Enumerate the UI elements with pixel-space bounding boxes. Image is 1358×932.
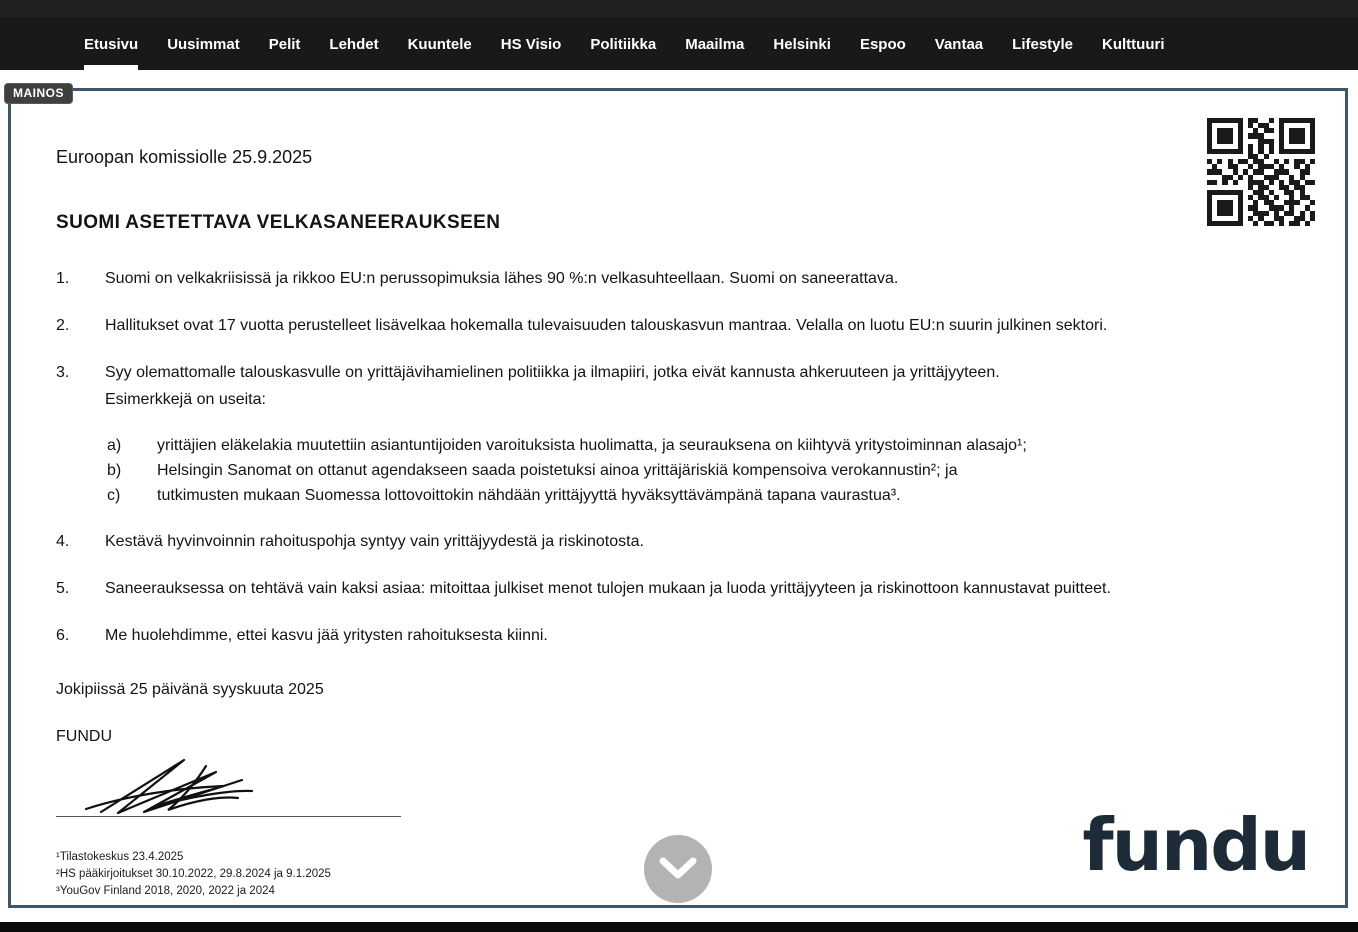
sub-list — [107, 433, 1305, 508]
nav-item-lifestyle[interactable] — [1012, 18, 1073, 70]
nav-item-label: Etusivu — [84, 35, 139, 53]
signature — [56, 754, 401, 816]
place-and-date: Jokipiissä 25 päivänä syyskuuta 2025 — [56, 681, 324, 698]
list-item — [56, 528, 1305, 555]
list-item-number: 5. — [56, 580, 70, 597]
list-item — [56, 622, 1305, 649]
nav-item-etusivu[interactable] — [84, 18, 138, 70]
ad-label-badge: MAINOS — [4, 83, 73, 104]
sub-item-text: tutkimusten mukaan Suomessa lottovoittokin nähdään yrittäjyyttä hyväksyttävämpänä tapana vaurastua³. — [157, 487, 901, 504]
list-item-line1: Syy olemattomalle talouskasvulle on yrittäjävihamielinen politiikka ja ilmapiiri, jotka eivät kannusta ahkeruuteen ja yrittäjyyteen. — [105, 364, 1000, 381]
list-item — [56, 265, 1305, 292]
list-item-number: 4. — [56, 533, 70, 550]
list-item-text — [105, 359, 1305, 413]
signer-name: FUNDU — [56, 728, 112, 745]
signature-block — [56, 754, 401, 817]
nav-item-politiikka[interactable] — [590, 18, 656, 70]
nav-item-uusimmat[interactable] — [167, 18, 240, 70]
nav-item-kulttuuri[interactable] — [1102, 18, 1164, 70]
ad-content — [11, 91, 1345, 905]
active-tab-underline — [84, 65, 138, 70]
footnote: ¹Tilastokeskus 23.4.2025 — [56, 851, 184, 863]
list-item — [56, 312, 1305, 339]
nav-item-espoo[interactable] — [860, 18, 906, 70]
sub-item-letter: c) — [107, 487, 121, 504]
sub-item-text: Helsingin Sanomat on ottanut agendakseen saada poistetuksi ainoa yrittäjäriskiä kompensoiva verokannustin²; ja — [157, 462, 958, 479]
qr-code — [1207, 118, 1315, 226]
sub-item-letter: b) — [107, 462, 122, 479]
nav-item-hs-visio[interactable] — [501, 18, 562, 70]
nav-item-label: Politiikka — [590, 35, 657, 53]
nav-item-label: Uusimmat — [167, 35, 240, 53]
list-item-text: Suomi on velkakriisissä ja rikkoo EU:n perussopimuksia lähes 90 %:n velkasuhteellaan. Suomi on saneerattava. — [105, 270, 899, 287]
list-item-text: Kestävä hyvinvoinnin rahoituspohja syntyy vain yrittäjyydestä ja riskinotosta. — [105, 533, 644, 550]
nav-item-label: HS Visio — [500, 35, 562, 53]
ad-heading: SUOMI ASETETTAVA VELKASANEERAUKSEEN — [56, 212, 501, 233]
nav-item-label: Helsinki — [773, 35, 831, 53]
list-item-text: Hallitukset ovat 17 vuotta perustelleet lisävelkaa hokemalla tulevaisuuden talouskasvun mantraa. Velalla on luotu EU:n suurin julkinen sektori. — [105, 317, 1108, 334]
nav-item-label: Kulttuuri — [1102, 35, 1165, 53]
list-item-number: 2. — [56, 317, 70, 334]
sub-item-letter: a) — [107, 437, 122, 454]
nav-item-maailma[interactable] — [685, 18, 744, 70]
nav-item-label: Lifestyle — [1012, 35, 1074, 53]
fundu-logo: fundu — [1082, 803, 1309, 887]
list-item-text: Saneerauksessa on tehtävä vain kaksi asiaa: mitoittaa julkiset menot tulojen mukaan ja luoda yrittäjyyteen ja riskinottoon kannustavat puitteet. — [105, 580, 1111, 597]
sub-list-item — [107, 483, 1305, 508]
nav-item-kuuntele[interactable] — [408, 18, 472, 70]
list-item — [56, 575, 1305, 602]
nav-item-lehdet[interactable] — [329, 18, 378, 70]
nav-item-helsinki[interactable] — [773, 18, 831, 70]
top-bar — [0, 0, 1358, 18]
nav-item-label: Lehdet — [329, 35, 379, 53]
nav-item-vantaa[interactable] — [935, 18, 983, 70]
list-item-number: 1. — [56, 270, 70, 287]
sub-item-text: yrittäjien eläkelakia muutettiin asiantuntijoiden varoituksista huolimatta, ja seurauksena on kiihtyvä yritystoiminnan alasajo¹; — [157, 437, 1027, 454]
advertisement[interactable] — [8, 88, 1348, 908]
nav-item-label: Maailma — [685, 35, 745, 53]
list-item-line2: Esimerkkejä on useita: — [105, 391, 266, 408]
ad-date-line: Euroopan komissiolle 25.9.2025 — [56, 147, 313, 167]
list-item-text: Me huolehdimme, ettei kasvu jää yritysten rahoituksesta kiinni. — [105, 627, 548, 644]
list-item-number: 3. — [56, 364, 70, 381]
chevron-down-icon — [658, 856, 698, 882]
nav-item-label: Espoo — [859, 35, 906, 53]
main-navigation — [0, 18, 1358, 70]
sub-list-item — [107, 458, 1305, 483]
sub-list-item — [107, 433, 1305, 458]
list-item-number: 6. — [56, 627, 70, 644]
nav-item-pelit[interactable] — [269, 18, 301, 70]
footnote: ³YouGov Finland 2018, 2020, 2022 ja 2024 — [56, 885, 275, 897]
nav-item-label: Pelit — [268, 35, 301, 53]
bottom-bar — [0, 922, 1358, 932]
list-item — [56, 359, 1305, 413]
scroll-down-button[interactable] — [644, 835, 712, 903]
signature-underline — [56, 816, 401, 817]
nav-item-label: Kuuntele — [407, 35, 472, 53]
nav-item-label: Vantaa — [934, 35, 984, 53]
footnote: ²HS pääkirjoitukset 30.10.2022, 29.8.2024 ja 9.1.2025 — [56, 868, 331, 880]
